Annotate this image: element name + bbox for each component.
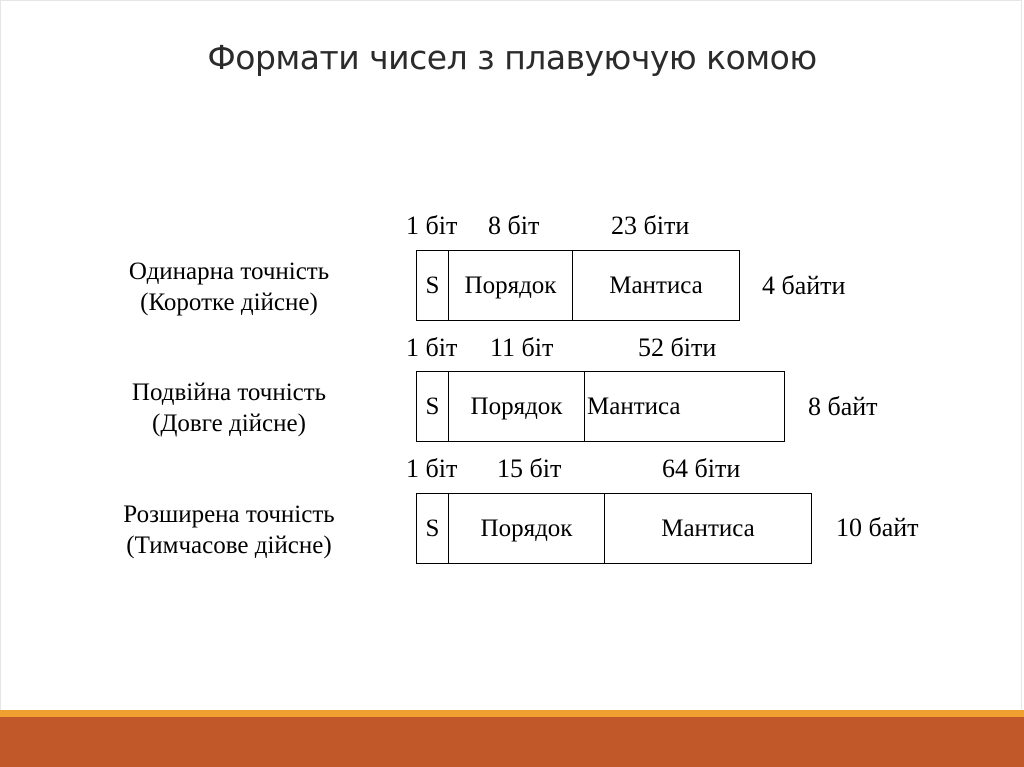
sign-field: S xyxy=(425,392,440,420)
exponent-field: Порядок xyxy=(448,372,584,441)
format-name-line1: Подвійна точність xyxy=(131,379,327,406)
format-layout-box xyxy=(416,371,785,442)
format-name-line1: Розширена точність xyxy=(123,501,335,528)
mantissa-field: Мантиса xyxy=(604,494,811,563)
format-name xyxy=(96,499,362,561)
mantissa-field: Мантиса xyxy=(584,372,784,441)
format-name xyxy=(101,256,357,318)
footer-accent-line xyxy=(0,710,1024,717)
sign-bits-label: 1 біт xyxy=(406,333,458,362)
format-size: 4 байти xyxy=(762,271,846,300)
exponent-bits-label: 15 біт xyxy=(497,454,562,483)
sign-bits-label: 1 біт xyxy=(406,211,458,240)
mantissa-bits-label: 52 біти xyxy=(638,333,717,362)
mantissa-bits-label: 23 біти xyxy=(611,211,690,240)
mantissa-field: Мантиса xyxy=(572,251,739,320)
format-name-line2: (Тимчасове дійсне) xyxy=(126,532,332,559)
sign-bits-label: 1 біт xyxy=(406,454,458,483)
exponent-bits-label: 8 біт xyxy=(488,211,540,240)
format-size: 10 байт xyxy=(836,513,919,542)
exponent-field: Порядок xyxy=(448,494,604,563)
format-name-line1: Одинарна точність xyxy=(128,258,330,285)
footer-bar xyxy=(0,717,1024,767)
mantissa-bits-label: 64 біти xyxy=(662,454,741,483)
format-layout-box xyxy=(416,493,812,564)
format-layout-box xyxy=(416,250,740,321)
slide-title: Формати чисел з плавуючую комою xyxy=(207,38,817,77)
format-name-line2: (Коротке дійсне) xyxy=(140,289,318,316)
exponent-field: Порядок xyxy=(448,251,572,320)
sign-field: S xyxy=(425,271,440,299)
exponent-bits-label: 11 біт xyxy=(490,333,554,362)
format-name xyxy=(101,377,357,439)
sign-field: S xyxy=(425,514,440,542)
format-size: 8 байт xyxy=(808,392,878,421)
format-name-line2: (Довге дійсне) xyxy=(152,410,306,437)
